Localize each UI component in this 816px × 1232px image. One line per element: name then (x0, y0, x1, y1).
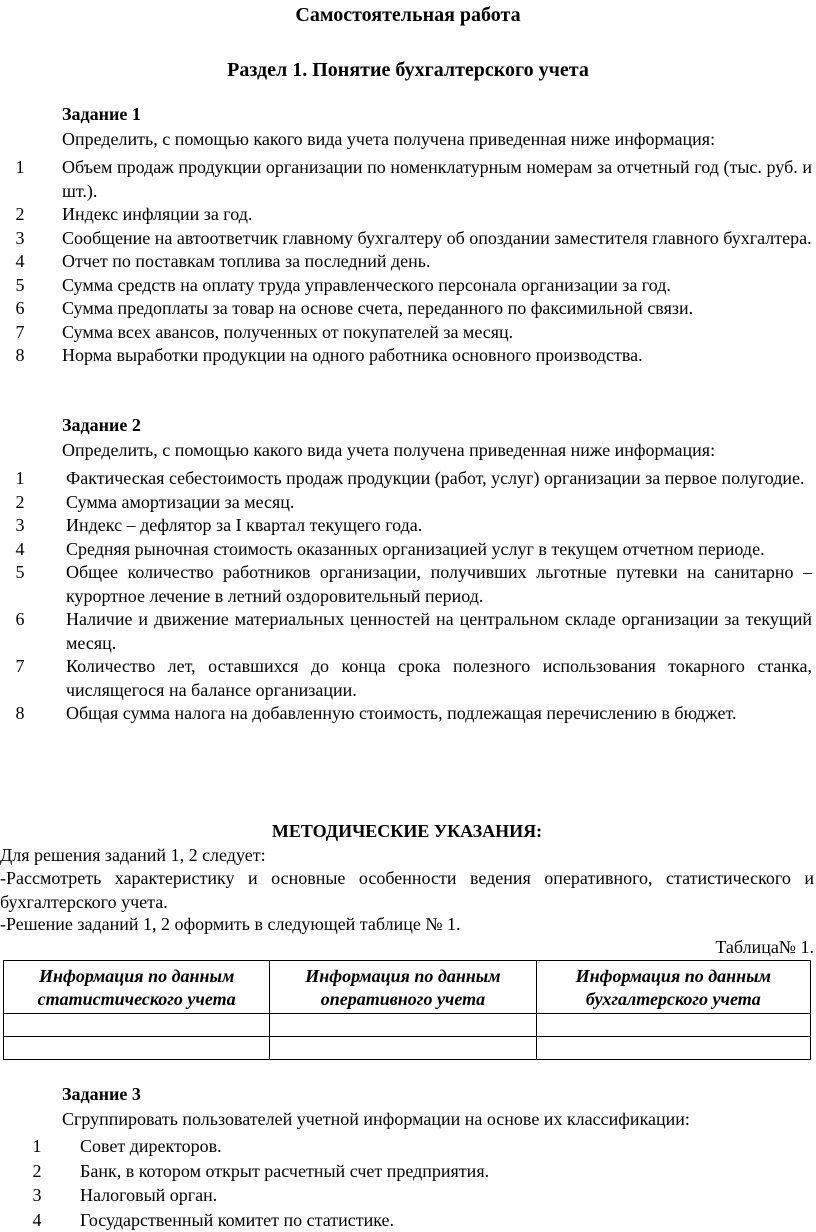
table-header-cell: Информация по данным оперативного учета (270, 961, 536, 1014)
task-2-title: Задание 2 (62, 414, 141, 438)
list-item: 5 Сумма средств на оплату труда управленческого персонала организации за год. (0, 274, 812, 298)
task-2-list (0, 467, 812, 726)
list-item: 8 Общая сумма налога на добавленную стоимость, подлежащая перечислению в бюджет. (0, 702, 812, 726)
section-title: Раздел 1. Понятие бухгалтерского учета (0, 59, 816, 83)
list-item: 1 Совет директоров. (0, 1134, 812, 1159)
list-item: 1 Фактическая себестоимость продаж продукции (работ, услуг) организации за первое полугодие. (0, 467, 812, 491)
list-item: 3 Индекс – дефлятор за I квартал текущего года. (0, 514, 812, 538)
task-3-intro: Сгруппировать пользователей учетной информации на основе их классификации: (62, 1108, 814, 1132)
task-3-list (0, 1134, 812, 1232)
table-caption: Таблица№ 1. (715, 936, 814, 960)
table-header-cell: Информация по данным бухгалтерского учета (536, 961, 810, 1014)
table-row (4, 1037, 811, 1060)
table-cell (536, 1014, 810, 1037)
table-cell (270, 1014, 536, 1037)
table-cell (536, 1037, 810, 1060)
list-item: 3 Налоговый орган. (0, 1183, 812, 1208)
table-cell (4, 1014, 270, 1037)
methods-line-3: -Решение заданий 1, 2 оформить в следующей таблице № 1. (0, 913, 814, 937)
task-1-intro: Определить, с помощью какого вида учета получена приведенная ниже информация: (62, 128, 814, 152)
task-2-intro: Определить, с помощью какого вида учета получена приведенная ниже информация: (62, 439, 814, 463)
list-item: 5 Общее количество работников организации, получивших льготные путевки на санитарно – курортное лечение в летний оздоровительный период. (0, 561, 812, 608)
methods-line-2: -Рассмотреть характеристику и основные особенности ведения оперативного, статистического и бухгалтерского учета. (0, 867, 814, 914)
table-cell (270, 1037, 536, 1060)
list-item: 2 Банк, в котором открыт расчетный счет предприятия. (0, 1159, 812, 1184)
list-item: 3 Сообщение на автоответчик главному бухгалтеру об опоздании заместителя главного бухгалтера. (0, 227, 812, 251)
list-item: 1 Объем продаж продукции организации по номенклатурным номерам за отчетный год (тыс. руб. и шт.). (0, 156, 812, 203)
list-item: 4 Средняя рыночная стоимость оказанных организацией услуг в текущем отчетном периоде. (0, 538, 812, 562)
task-1-list (0, 156, 812, 368)
methods-line-1: Для решения заданий 1, 2 следует: (0, 844, 814, 868)
list-item: 6 Наличие и движение материальных ценностей на центральном складе организации за текущий месяц. (0, 608, 812, 655)
task-3-title: Задание 3 (62, 1083, 141, 1107)
list-item: 2 Индекс инфляции за год. (0, 203, 812, 227)
list-item: 2 Сумма амортизации за месяц. (0, 491, 812, 515)
methods-title: МЕТОДИЧЕСКИЕ УКАЗАНИЯ: (0, 820, 814, 844)
list-item: 7 Сумма всех авансов, полученных от покупателей за месяц. (0, 321, 812, 345)
answer-table (3, 960, 811, 1060)
table-header-row (4, 961, 811, 1014)
table-row (4, 1014, 811, 1037)
page-title: Самостоятельная работа (0, 4, 816, 28)
list-item: 7 Количество лет, оставшихся до конца срока полезного использования токарного станка, числящегося на балансе организации. (0, 655, 812, 702)
list-item: 4 Государственный комитет по статистике. (0, 1208, 812, 1232)
table-header-cell: Информация по данным статистического учета (4, 961, 270, 1014)
list-item: 4 Отчет по поставкам топлива за последний день. (0, 250, 812, 274)
task-1-title: Задание 1 (62, 103, 141, 127)
table-cell (4, 1037, 270, 1060)
list-item: 8 Норма выработки продукции на одного работника основного производства. (0, 344, 812, 368)
list-item: 6 Сумма предоплаты за товар на основе счета, переданного по факсимильной связи. (0, 297, 812, 321)
